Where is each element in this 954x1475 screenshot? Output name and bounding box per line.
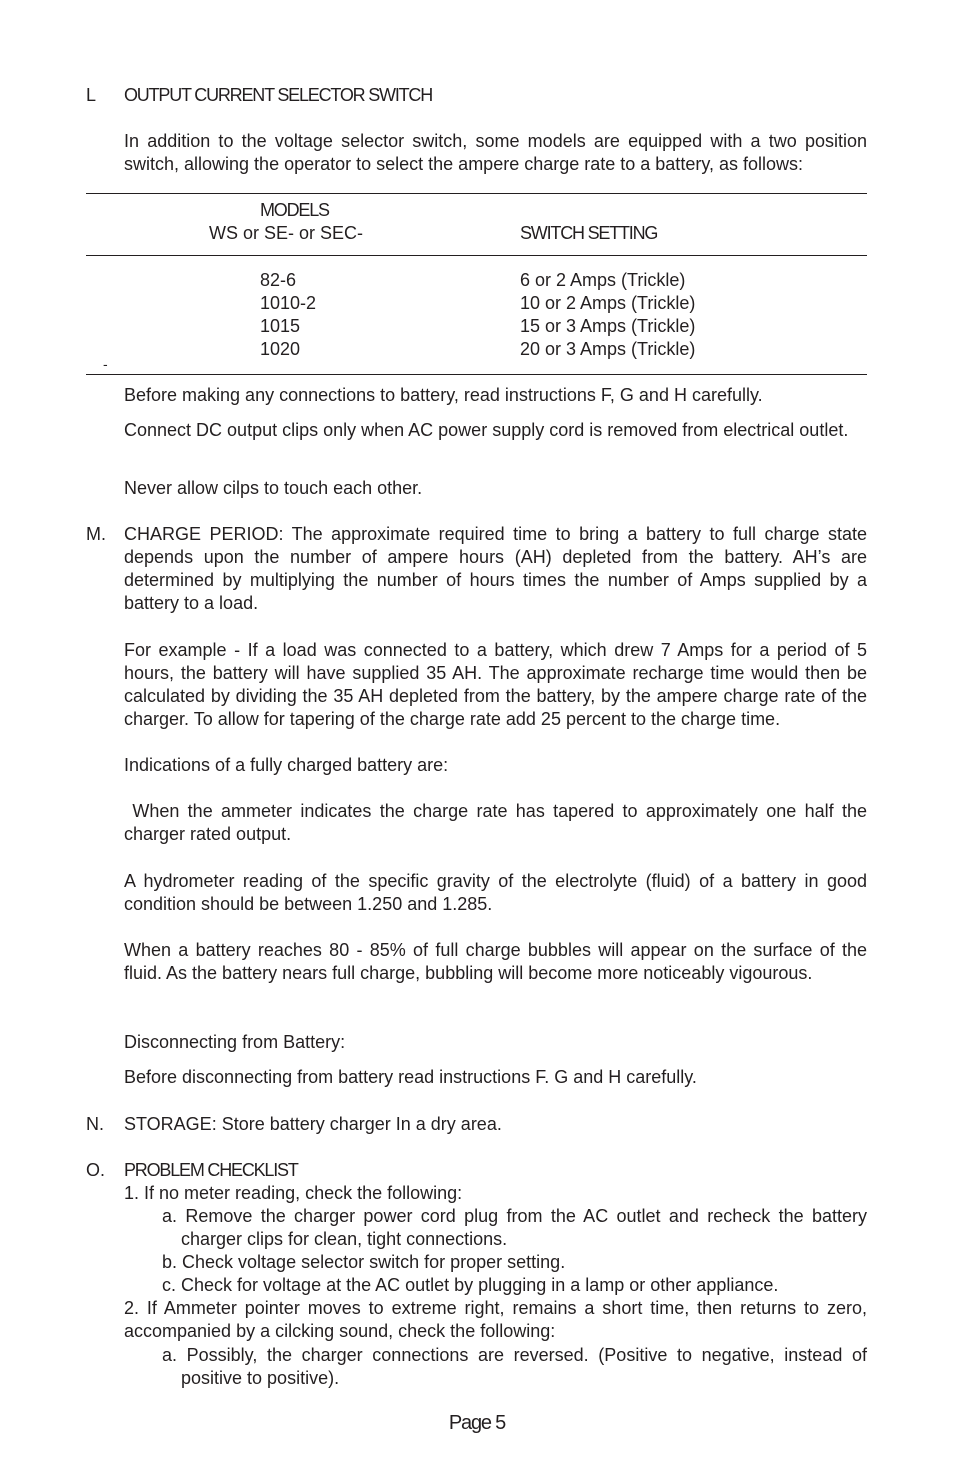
table-row-setting: 10 or 2 Amps (Trickle)	[520, 293, 696, 313]
checklist-item-1c: c. Check for voltage at the AC outlet by plugging in a lamp or other appliance.	[162, 1275, 779, 1295]
checklist-item-1b: b. Check voltage selector switch for proper setting.	[162, 1252, 566, 1272]
table-row-model: 1015	[260, 316, 301, 336]
table-row-setting: 20 or 3 Amps (Trickle)	[520, 339, 696, 359]
table-row-setting: 6 or 2 Amps (Trickle)	[520, 270, 686, 290]
indication-bubbles: When a battery reaches 80 - 85% of full charge bubbles will appear on the surface of the fluid. As the battery nears full charge, bubbling will become more noticeably vigourous.	[124, 940, 867, 983]
table-header-rule	[86, 255, 867, 256]
charge-period-example: For example - If a load was connected to a battery, which drew 7 Amps for a period of 5 hours, the battery will have supplied 35 AH. The approximate recharge time would then be calculated by dividing the 35 AH depleted from the battery, by the ampere charge rate of the charger. To allow for tapering of the charge rate add 25 percent to the charge time.	[124, 640, 867, 729]
section-o-letter: O.	[86, 1160, 106, 1180]
header-model-prefixes: WS or SE- or SEC-	[209, 223, 364, 243]
problem-checklist-title: PROBLEM CHECKLIST	[124, 1160, 298, 1180]
checklist-item-2a: a. Possibly, the charger connections are reversed. (Positive to negative, instead of positive to positive).	[162, 1345, 867, 1388]
table-row-model: 82-6	[260, 270, 297, 290]
charge-period-text: CHARGE PERIOD: The approximate required time to bring a battery to full charge state depends upon the number of ampere hours (AH) depleted from the battery. AH’s are determined by multiplying the number of hours times the number of Amps supplied by a battery to a load.	[124, 524, 867, 613]
indication-hydrometer: A hydrometer reading of the specific gravity of the electrolyte (fluid) of a battery in good condition should be between 1.250 and 1.285.	[124, 871, 867, 914]
section-l-letter: L	[86, 85, 97, 105]
disconnect-text: Before disconnecting from battery read instructions F. G and H carefully.	[124, 1067, 697, 1087]
table-row-model: 1020	[260, 339, 301, 359]
table-row-model: 1010-2	[260, 293, 317, 313]
indication-ammeter: When the ammeter indicates the charge rate has tapered to approximately one half the charger rated output.	[124, 801, 872, 844]
caution-clips-touch: Never allow cilps to touch each other.	[124, 478, 423, 498]
table-row-setting: 15 or 3 Amps (Trickle)	[520, 316, 696, 336]
section-n-letter: N.	[86, 1114, 104, 1134]
header-switch-setting: SWITCH SETTING	[520, 223, 658, 243]
storage-text: STORAGE: Store battery charger In a dry area.	[124, 1114, 502, 1134]
checklist-item-1: 1. If no meter reading, check the following:	[124, 1183, 463, 1203]
caution-read-instructions: Before making any connections to battery, read instructions F, G and H carefully.	[124, 385, 763, 405]
disconnect-title: Disconnecting from Battery:	[124, 1032, 346, 1052]
checklist-item-2: 2. If Ammeter pointer moves to extreme right, remains a short time, then returns to zero, accompanied by a cilcking sound, check the following:	[124, 1298, 867, 1341]
table-top-rule	[86, 193, 867, 194]
section-l-intro: In addition to the voltage selector switch, some models are equipped with a two position switch, allowing the operator to select the ampere charge rate to a battery, as follows:	[124, 131, 867, 174]
checklist-item-1a: a. Remove the charger power cord plug from the AC outlet and recheck the battery charger clips for clean, tight connections.	[162, 1206, 867, 1249]
table-bottom-rule	[86, 374, 867, 375]
section-m-letter: M.	[86, 524, 106, 544]
caution-connect-clips: Connect DC output clips only when AC power supply cord is removed from electrical outlet.	[124, 420, 849, 440]
stray-mark: -	[103, 356, 108, 372]
section-l-title: OUTPUT CURRENT SELECTOR SWITCH	[124, 85, 433, 105]
header-models: MODELS	[260, 200, 329, 220]
page-number: Page 5	[448, 1412, 506, 1434]
indications-title: Indications of a fully charged battery are:	[124, 755, 449, 775]
